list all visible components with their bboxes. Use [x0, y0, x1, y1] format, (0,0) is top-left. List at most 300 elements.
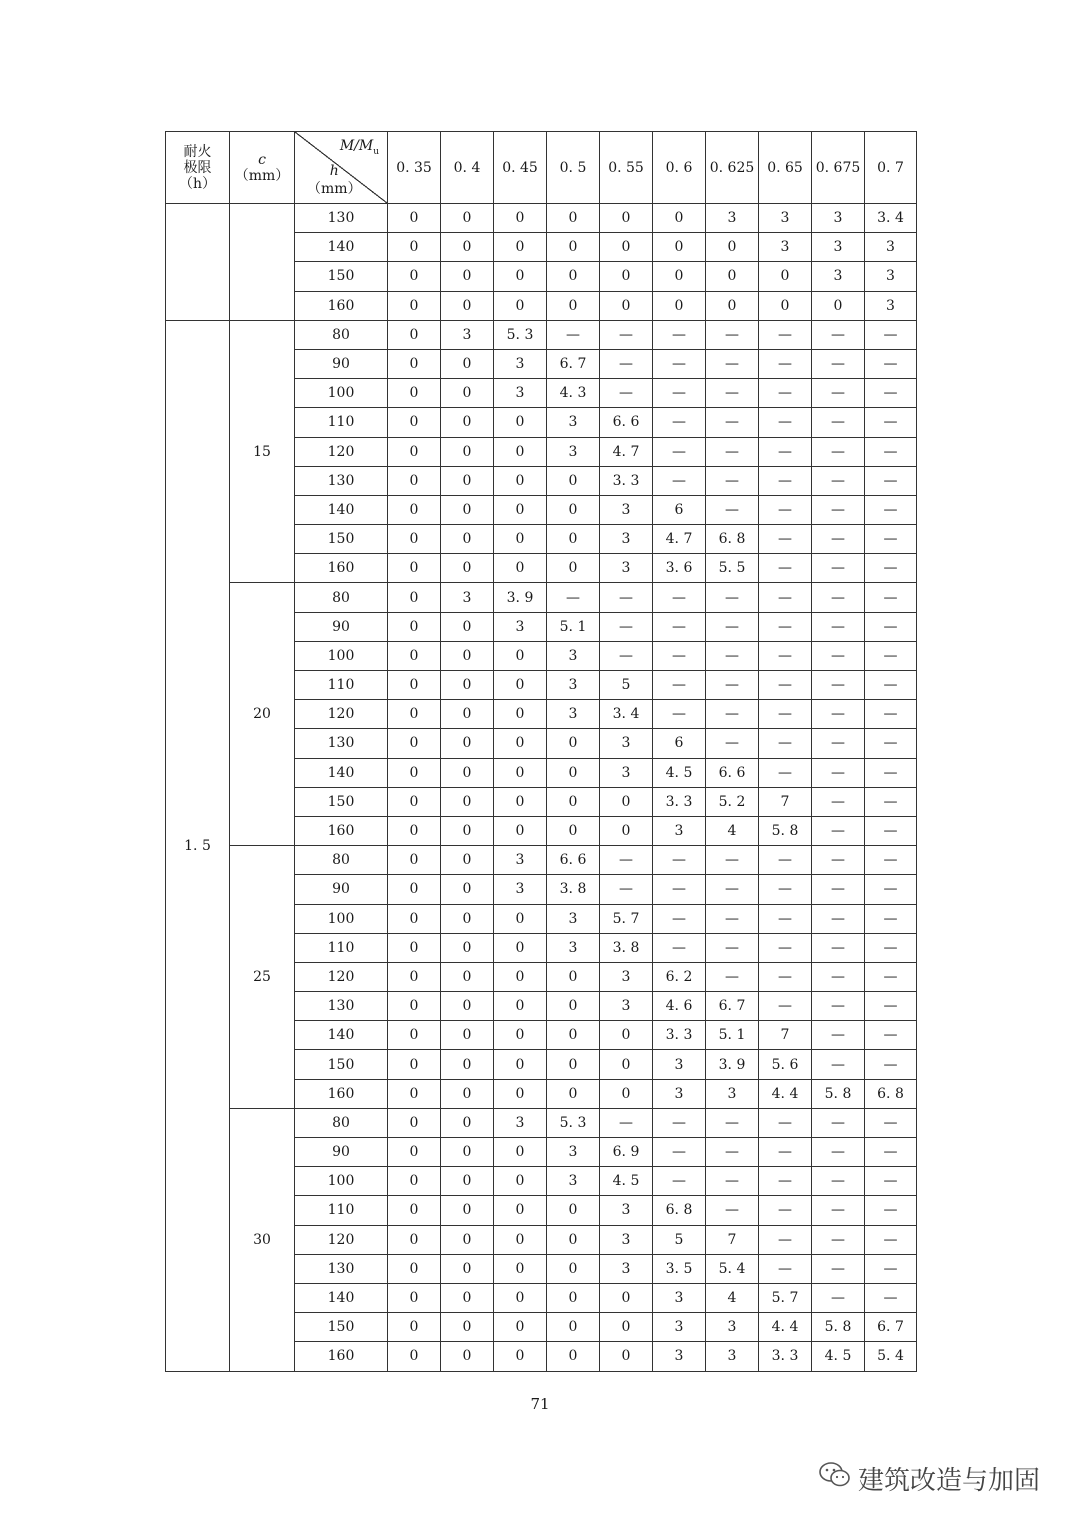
value-cell: —	[759, 671, 812, 700]
value-cell: 0	[388, 1283, 441, 1312]
value-cell: 3. 8	[600, 933, 653, 962]
value-cell: 3	[653, 1079, 706, 1108]
value-cell: 0	[547, 1196, 600, 1225]
height-cell: 80	[295, 1108, 388, 1137]
height-cell: 130	[295, 204, 388, 233]
height-cell: 90	[295, 612, 388, 641]
value-cell: —	[653, 1167, 706, 1196]
value-cell: —	[600, 379, 653, 408]
cover-thickness-cell	[230, 204, 295, 321]
value-cell: 0	[441, 466, 494, 495]
value-cell: 3. 6	[653, 554, 706, 583]
value-cell: 0	[494, 729, 547, 758]
value-cell: 3	[600, 495, 653, 524]
value-cell: —	[653, 379, 706, 408]
value-cell: 3	[865, 233, 917, 262]
value-cell: —	[706, 904, 759, 933]
value-cell: 5. 3	[494, 320, 547, 349]
value-cell: 0	[494, 904, 547, 933]
value-cell: 3	[865, 262, 917, 291]
value-cell: —	[759, 1167, 812, 1196]
value-cell: —	[706, 729, 759, 758]
value-cell: 4. 5	[600, 1167, 653, 1196]
value-cell: 0	[494, 1254, 547, 1283]
value-cell: 0	[441, 1342, 494, 1371]
value-cell: —	[865, 816, 917, 845]
value-cell: —	[812, 437, 865, 466]
value-cell: 0	[494, 437, 547, 466]
value-cell: 0	[547, 262, 600, 291]
value-cell: 5	[653, 1225, 706, 1254]
cover-thickness-cell: 30	[230, 1108, 295, 1371]
value-cell: 6. 6	[547, 846, 600, 875]
value-cell: —	[706, 1167, 759, 1196]
value-cell: 3. 5	[653, 1254, 706, 1283]
value-cell: —	[812, 846, 865, 875]
value-cell: —	[865, 583, 917, 612]
value-cell: —	[706, 466, 759, 495]
height-cell: 100	[295, 904, 388, 933]
value-cell: 3	[547, 437, 600, 466]
value-cell: 0	[547, 554, 600, 583]
value-cell: 6	[653, 729, 706, 758]
value-cell: —	[759, 612, 812, 641]
height-cell: 140	[295, 495, 388, 524]
value-cell: —	[759, 437, 812, 466]
watermark	[818, 1460, 1040, 1497]
value-cell: 0	[441, 612, 494, 641]
value-cell: 0	[494, 1138, 547, 1167]
value-cell: —	[812, 992, 865, 1021]
value-cell: 0	[600, 291, 653, 320]
value-cell: 0	[653, 204, 706, 233]
height-cell: 160	[295, 1079, 388, 1108]
table-header	[166, 132, 917, 204]
value-cell: 5	[600, 671, 653, 700]
value-cell: —	[865, 320, 917, 349]
value-cell: —	[812, 583, 865, 612]
value-cell: 4	[706, 816, 759, 845]
value-cell: 0	[388, 204, 441, 233]
value-cell: 0	[600, 204, 653, 233]
value-cell: 0	[388, 291, 441, 320]
value-cell: —	[812, 700, 865, 729]
value-cell: 0	[494, 525, 547, 554]
ratio-header: 0. 35	[388, 132, 441, 204]
value-cell: 0	[441, 349, 494, 378]
value-cell: 3	[547, 641, 600, 670]
height-cell: 110	[295, 408, 388, 437]
value-cell: —	[759, 1225, 812, 1254]
value-cell: 6	[653, 495, 706, 524]
value-cell: 3	[653, 1283, 706, 1312]
value-cell: —	[865, 495, 917, 524]
value-cell: —	[812, 1050, 865, 1079]
value-cell: —	[865, 466, 917, 495]
value-cell: —	[759, 320, 812, 349]
height-cell: 100	[295, 379, 388, 408]
value-cell: 0	[388, 408, 441, 437]
value-cell: 0	[441, 233, 494, 262]
table-row	[166, 583, 917, 612]
value-cell: —	[653, 875, 706, 904]
value-cell: 0	[547, 466, 600, 495]
value-cell: 0	[547, 495, 600, 524]
value-cell: —	[865, 1021, 917, 1050]
value-cell: —	[759, 525, 812, 554]
value-cell: 7	[706, 1225, 759, 1254]
value-cell: 0	[388, 379, 441, 408]
value-cell: 0	[494, 554, 547, 583]
value-cell: 5. 3	[547, 1108, 600, 1137]
value-cell: 0	[388, 846, 441, 875]
value-cell: 0	[547, 787, 600, 816]
value-cell: 0	[388, 992, 441, 1021]
value-cell: —	[600, 583, 653, 612]
value-cell: 0	[388, 1021, 441, 1050]
value-cell: 0	[388, 1050, 441, 1079]
value-cell: 0	[441, 204, 494, 233]
value-cell: 0	[494, 1283, 547, 1312]
value-cell: 6. 8	[653, 1196, 706, 1225]
value-cell: 3	[706, 1342, 759, 1371]
value-cell: 0	[441, 758, 494, 787]
value-cell: —	[706, 612, 759, 641]
value-cell: —	[706, 320, 759, 349]
value-cell: —	[865, 379, 917, 408]
value-cell: 0	[600, 1313, 653, 1342]
value-cell: 0	[600, 1342, 653, 1371]
table-body	[166, 204, 917, 1372]
fire-limit-cell: 1. 5	[166, 320, 230, 1371]
height-cell: 110	[295, 933, 388, 962]
value-cell: 0	[388, 875, 441, 904]
value-cell: 3	[653, 1342, 706, 1371]
value-cell: 0	[441, 1167, 494, 1196]
value-cell: 5. 7	[600, 904, 653, 933]
value-cell: 5. 1	[547, 612, 600, 641]
height-cell: 120	[295, 1225, 388, 1254]
value-cell: 0	[494, 1342, 547, 1371]
value-cell: 0	[441, 700, 494, 729]
value-cell: 4. 5	[812, 1342, 865, 1371]
height-cell: 120	[295, 437, 388, 466]
value-cell: —	[653, 349, 706, 378]
value-cell: 0	[441, 962, 494, 991]
value-cell: 0	[547, 233, 600, 262]
value-cell: —	[759, 846, 812, 875]
value-cell: —	[812, 904, 865, 933]
value-cell: 3	[494, 379, 547, 408]
value-cell: —	[812, 1167, 865, 1196]
value-cell: —	[759, 904, 812, 933]
value-cell: 0	[388, 787, 441, 816]
value-cell: 0	[388, 1225, 441, 1254]
value-cell: 0	[441, 1225, 494, 1254]
height-cell: 90	[295, 875, 388, 904]
value-cell: —	[812, 1138, 865, 1167]
height-label: h （mm）	[307, 163, 362, 197]
value-cell: —	[812, 729, 865, 758]
value-cell: 0	[547, 525, 600, 554]
value-cell: 0	[441, 262, 494, 291]
diagonal-header	[295, 132, 388, 204]
value-cell: 0	[653, 233, 706, 262]
watermark-text: 建筑改造与加固	[858, 1466, 1041, 1496]
value-cell: 6. 7	[706, 992, 759, 1021]
value-cell: 0	[388, 583, 441, 612]
value-cell: —	[653, 933, 706, 962]
value-cell: 3	[812, 204, 865, 233]
value-cell: —	[653, 612, 706, 641]
value-cell: 3. 4	[865, 204, 917, 233]
value-cell: 5. 1	[706, 1021, 759, 1050]
value-cell: 0	[441, 933, 494, 962]
cover-thickness-cell: 25	[230, 846, 295, 1109]
value-cell: —	[653, 320, 706, 349]
value-cell: —	[706, 846, 759, 875]
value-cell: 0	[600, 233, 653, 262]
value-cell: 0	[547, 758, 600, 787]
value-cell: 0	[388, 525, 441, 554]
value-cell: 6. 8	[706, 525, 759, 554]
value-cell: 0	[441, 1021, 494, 1050]
value-cell: 3	[600, 1196, 653, 1225]
cover-thickness-cell: 15	[230, 320, 295, 583]
fire-limit-cell	[166, 204, 230, 321]
value-cell: —	[865, 671, 917, 700]
height-cell: 90	[295, 1138, 388, 1167]
value-cell: 0	[547, 1021, 600, 1050]
value-cell: —	[865, 904, 917, 933]
value-cell: —	[865, 437, 917, 466]
value-cell: —	[865, 933, 917, 962]
value-cell: —	[865, 729, 917, 758]
value-cell: —	[812, 525, 865, 554]
value-cell: —	[653, 437, 706, 466]
value-cell: 0	[441, 1254, 494, 1283]
value-cell: —	[759, 962, 812, 991]
value-cell: 3	[812, 262, 865, 291]
value-cell: —	[812, 641, 865, 670]
value-cell: 3	[759, 204, 812, 233]
value-cell: —	[812, 349, 865, 378]
value-cell: —	[865, 1167, 917, 1196]
ratio-header: 0. 55	[600, 132, 653, 204]
value-cell: 7	[759, 1021, 812, 1050]
value-cell: 0	[441, 1313, 494, 1342]
value-cell: 0	[388, 1108, 441, 1137]
height-cell: 100	[295, 641, 388, 670]
value-cell: 0	[494, 495, 547, 524]
value-cell: —	[653, 671, 706, 700]
value-cell: 0	[494, 641, 547, 670]
value-cell: —	[865, 1283, 917, 1312]
value-cell: —	[706, 1108, 759, 1137]
value-cell: —	[812, 875, 865, 904]
value-cell: 0	[812, 291, 865, 320]
value-cell: 5. 8	[812, 1079, 865, 1108]
value-cell: 0	[388, 262, 441, 291]
value-cell: 3	[494, 846, 547, 875]
height-cell: 160	[295, 554, 388, 583]
height-cell: 80	[295, 846, 388, 875]
value-cell: 0	[388, 758, 441, 787]
height-cell: 160	[295, 291, 388, 320]
height-cell: 130	[295, 466, 388, 495]
value-cell: —	[600, 846, 653, 875]
value-cell: 0	[388, 671, 441, 700]
value-cell: —	[865, 641, 917, 670]
value-cell: 6. 6	[706, 758, 759, 787]
value-cell: 0	[388, 437, 441, 466]
value-cell: 3	[600, 758, 653, 787]
value-cell: 3	[494, 1108, 547, 1137]
value-cell: —	[865, 612, 917, 641]
height-cell: 130	[295, 729, 388, 758]
value-cell: 5. 2	[706, 787, 759, 816]
value-cell: 0	[494, 933, 547, 962]
value-cell: 0	[441, 379, 494, 408]
value-cell: 0	[441, 875, 494, 904]
wechat-icon	[818, 1460, 852, 1497]
height-cell: 130	[295, 992, 388, 1021]
value-cell: —	[812, 466, 865, 495]
value-cell: 5. 7	[759, 1283, 812, 1312]
value-cell: 3	[653, 1050, 706, 1079]
value-cell: —	[706, 349, 759, 378]
value-cell: —	[759, 1254, 812, 1283]
value-cell: —	[812, 671, 865, 700]
value-cell: —	[812, 554, 865, 583]
fire-limit-header: 耐火 极限 （h）	[166, 132, 230, 204]
value-cell: 0	[494, 262, 547, 291]
value-cell: 5. 5	[706, 554, 759, 583]
value-cell: —	[600, 612, 653, 641]
value-cell: —	[706, 641, 759, 670]
value-cell: 3	[600, 525, 653, 554]
value-cell: 0	[388, 554, 441, 583]
value-cell: —	[547, 320, 600, 349]
ratio-header: 0. 625	[706, 132, 759, 204]
value-cell: 0	[388, 641, 441, 670]
value-cell: 0	[441, 1283, 494, 1312]
value-cell: —	[865, 349, 917, 378]
value-cell: 0	[547, 204, 600, 233]
value-cell: 0	[441, 291, 494, 320]
height-cell: 80	[295, 583, 388, 612]
value-cell: —	[653, 700, 706, 729]
value-cell: 0	[441, 846, 494, 875]
height-cell: 140	[295, 1021, 388, 1050]
value-cell: 3	[494, 612, 547, 641]
value-cell: 3	[600, 1225, 653, 1254]
value-cell: 0	[494, 787, 547, 816]
value-cell: 3	[706, 204, 759, 233]
value-cell: —	[759, 349, 812, 378]
value-cell: 3	[706, 1313, 759, 1342]
value-cell: 0	[441, 904, 494, 933]
value-cell: 0	[388, 1254, 441, 1283]
value-cell: 0	[441, 729, 494, 758]
value-cell: 0	[547, 1079, 600, 1108]
value-cell: 0	[494, 1313, 547, 1342]
value-cell: —	[812, 816, 865, 845]
value-cell: 3. 3	[759, 1342, 812, 1371]
value-cell: —	[653, 1138, 706, 1167]
value-cell: —	[865, 787, 917, 816]
value-cell: 5. 4	[706, 1254, 759, 1283]
value-cell: —	[653, 904, 706, 933]
value-cell: —	[547, 583, 600, 612]
value-cell: 0	[547, 816, 600, 845]
value-cell: —	[812, 612, 865, 641]
value-cell: 3	[494, 875, 547, 904]
value-cell: 0	[706, 262, 759, 291]
value-cell: —	[759, 933, 812, 962]
height-cell: 100	[295, 1167, 388, 1196]
value-cell: 0	[653, 291, 706, 320]
value-cell: —	[706, 875, 759, 904]
value-cell: 3	[865, 291, 917, 320]
value-cell: —	[759, 495, 812, 524]
value-cell: 3. 3	[653, 1021, 706, 1050]
value-cell: 0	[388, 816, 441, 845]
value-cell: 4. 7	[653, 525, 706, 554]
page-number: 71	[530, 1395, 550, 1413]
value-cell: 5. 8	[759, 816, 812, 845]
value-cell: —	[812, 1021, 865, 1050]
value-cell: —	[759, 466, 812, 495]
value-cell: 0	[441, 1138, 494, 1167]
value-cell: 3	[547, 700, 600, 729]
value-cell: 0	[388, 904, 441, 933]
value-cell: —	[865, 1050, 917, 1079]
table-row	[166, 204, 917, 233]
height-cell: 160	[295, 1342, 388, 1371]
value-cell: 0	[441, 525, 494, 554]
value-cell: 5. 4	[865, 1342, 917, 1371]
value-cell: 0	[388, 233, 441, 262]
height-cell: 120	[295, 700, 388, 729]
value-cell: —	[865, 1196, 917, 1225]
value-cell: —	[759, 875, 812, 904]
value-cell: 0	[547, 992, 600, 1021]
value-cell: 3. 4	[600, 700, 653, 729]
cover-thickness-header: c （mm）	[230, 132, 295, 204]
value-cell: 0	[388, 1342, 441, 1371]
ratio-header: 0. 6	[653, 132, 706, 204]
value-cell: —	[600, 875, 653, 904]
value-cell: —	[706, 408, 759, 437]
value-cell: 0	[441, 787, 494, 816]
value-cell: 0	[388, 320, 441, 349]
value-cell: 3	[547, 671, 600, 700]
value-cell: —	[865, 1225, 917, 1254]
value-cell: —	[653, 466, 706, 495]
value-cell: 0	[441, 641, 494, 670]
value-cell: —	[759, 583, 812, 612]
value-cell: 0	[547, 291, 600, 320]
value-cell: 4. 4	[759, 1313, 812, 1342]
value-cell: —	[759, 1108, 812, 1137]
value-cell: —	[865, 1108, 917, 1137]
value-cell: 0	[441, 992, 494, 1021]
value-cell: —	[759, 1196, 812, 1225]
value-cell: 3	[812, 233, 865, 262]
value-cell: 3	[547, 1138, 600, 1167]
value-cell: 0	[441, 408, 494, 437]
